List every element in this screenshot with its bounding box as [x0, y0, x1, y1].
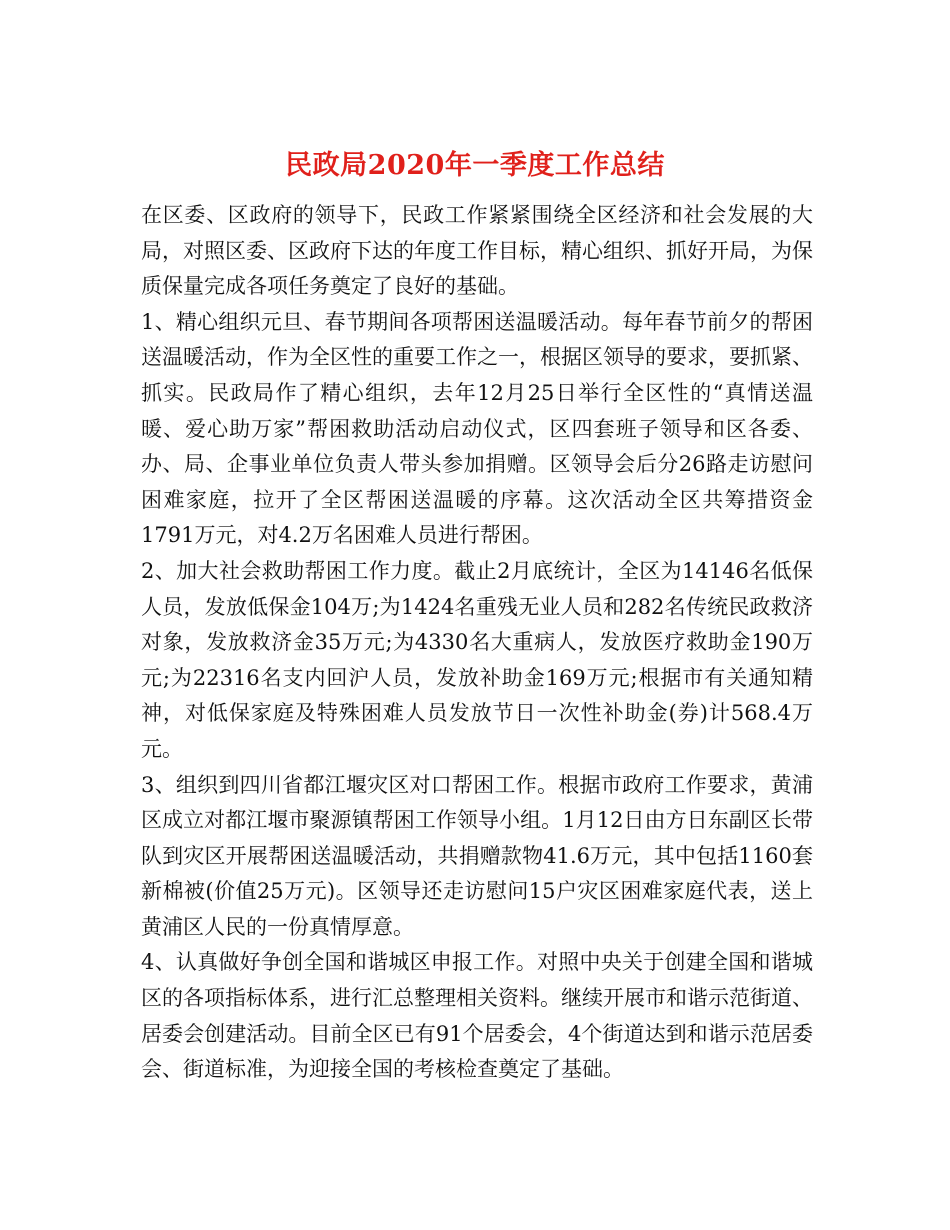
item-paragraph-4: 4、认真做好争创全国和谐城区申报工作。对照中央关于创建全国和谐城区的各项指标体系，进行汇总整理相关资料。继续开展市和谐示范街道、居委会创建活动。目前全区已有91个居委会，4个街道达到和谐示范居委会、街道标准，为迎接全国的考核检查奠定了基础。: [141, 950, 813, 1082]
item-paragraph-3: 3、组织到四川省都江堰灾区对口帮困工作。根据市政府工作要求，黄浦区成立对都江堰市聚源镇帮困工作领导小组。1月12日由方日东副区长带队到灾区开展帮困送温暖活动，共捐赠款物41.6万元，其中包括1160套新棉被(价值25万元)。区领导还走访慰问15户灾区困难家庭代表，送上黄浦区人民的一份真情厚意。: [141, 772, 813, 939]
document-body: [141, 198, 813, 1088]
document-title: 民政局2020年一季度工作总结: [285, 150, 665, 182]
item-paragraph-1: 1、精心组织元旦、春节期间各项帮困送温暖活动。每年春节前夕的帮困送温暖活动，作为全区性的重要工作之一，根据区领导的要求，要抓紧、抓实。民政局作了精心组织，去年12月25日举行全区性的“真情送温暖、爱心助万家”帮困救助活动启动仪式，区四套班子领导和区各委、办、局、企事业单位负责人带头参加捐赠。区领导会后分26路走访慰问困难家庭，拉开了全区帮困送温暖的序幕。这次活动全区共筹措资金1791万元，对4.2万名困难人员进行帮困。: [141, 309, 813, 548]
intro-paragraph: 在区委、区政府的领导下，民政工作紧紧围绕全区经济和社会发展的大局，对照区委、区政府下达的年度工作目标，精心组织、抓好开局，为保质保量完成各项任务奠定了良好的基础。: [141, 203, 813, 299]
item-paragraph-2: 2、加大社会救助帮困工作力度。截止2月底统计，全区为14146名低保人员，发放低保金104万;为1424名重残无业人员和282名传统民政救济对象，发放救济金35万元;为4330名大重病人，发放医疗救助金190万元;为22316名支内回沪人员，发放补助金169万元;根据市有关通知精神，对低保家庭及特殊困难人员发放节日一次性补助金(券)计568.4万元。: [141, 558, 813, 761]
